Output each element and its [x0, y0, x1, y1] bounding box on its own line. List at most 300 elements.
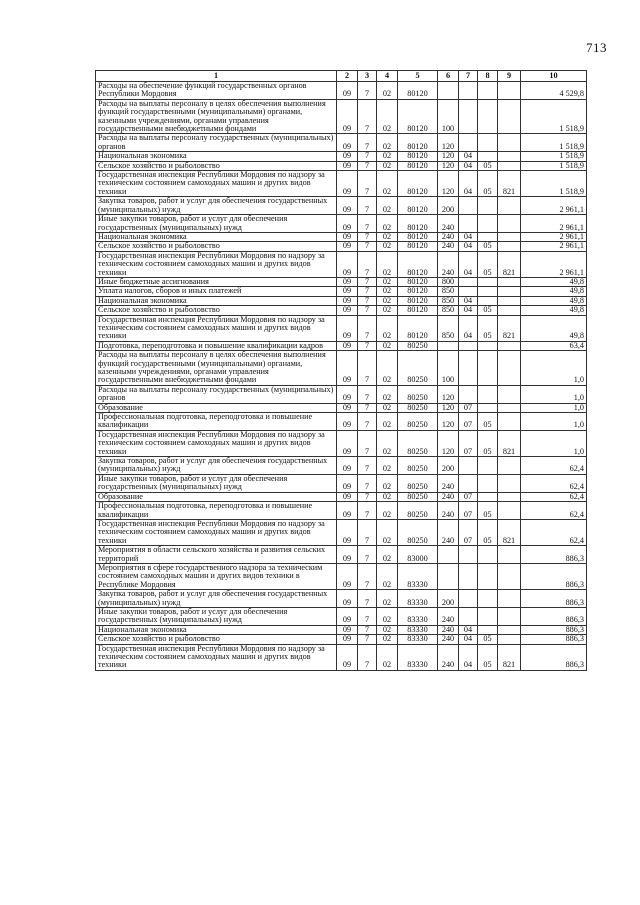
row-code-cell: 80120 — [398, 232, 438, 241]
row-code-cell: 02 — [377, 474, 398, 492]
row-code-cell: 09 — [337, 99, 358, 134]
row-code-cell: 09 — [337, 519, 358, 545]
row-sum-cell: 1,0 — [521, 430, 587, 456]
row-code-cell: 83330 — [398, 625, 438, 634]
row-code-cell: 240 — [438, 232, 459, 241]
row-name-cell: Подготовка, переподготовка и повышение квалификации кадров — [96, 341, 337, 350]
row-code-cell: 850 — [438, 296, 459, 305]
row-code-cell: 09 — [337, 474, 358, 492]
row-code-cell: 80120 — [398, 82, 438, 100]
row-code-cell: 05 — [478, 315, 498, 341]
row-code-cell: 80250 — [398, 519, 438, 545]
row-code-cell: 120 — [438, 161, 459, 170]
row-code-cell: 83330 — [398, 563, 438, 589]
row-code-cell: 02 — [377, 171, 398, 197]
row-code-cell — [459, 385, 478, 403]
row-code-cell: 850 — [438, 287, 459, 296]
row-name-cell: Расходы на выплаты персоналу государственных (муниципальных) органов — [96, 134, 337, 152]
row-code-cell: 800 — [438, 277, 459, 286]
row-code-cell: 04 — [459, 242, 478, 251]
row-code-cell: 05 — [478, 635, 498, 644]
row-code-cell: 7 — [358, 171, 377, 197]
row-code-cell: 240 — [438, 519, 459, 545]
row-code-cell: 7 — [358, 546, 377, 564]
row-code-cell — [478, 385, 498, 403]
row-code-cell: 07 — [459, 492, 478, 501]
table-row — [96, 474, 587, 492]
row-code-cell — [459, 277, 478, 286]
row-code-cell: 7 — [358, 607, 377, 625]
row-code-cell: 80120 — [398, 197, 438, 215]
row-code-cell: 821 — [498, 315, 521, 341]
row-code-cell — [478, 82, 498, 100]
row-code-cell: 80120 — [398, 296, 438, 305]
row-code-cell: 83330 — [398, 590, 438, 608]
row-code-cell — [498, 546, 521, 564]
row-code-cell: 80120 — [398, 306, 438, 315]
row-code-cell — [478, 99, 498, 134]
row-code-cell: 02 — [377, 385, 398, 403]
row-name-cell: Иные закупки товаров, работ и услуг для обеспечения государственных (муниципальных) нужд — [96, 474, 337, 492]
row-code-cell: 7 — [358, 403, 377, 412]
row-code-cell: 09 — [337, 215, 358, 233]
table-row — [96, 502, 587, 520]
row-code-cell: 02 — [377, 341, 398, 350]
row-sum-cell: 886,3 — [521, 590, 587, 608]
table-row — [96, 519, 587, 545]
row-code-cell — [498, 306, 521, 315]
row-code-cell: 02 — [377, 242, 398, 251]
table-row — [96, 277, 587, 286]
header-cell: 4 — [377, 71, 398, 82]
row-code-cell: 02 — [377, 644, 398, 670]
row-code-cell: 02 — [377, 635, 398, 644]
row-code-cell: 02 — [377, 287, 398, 296]
row-code-cell: 05 — [478, 251, 498, 277]
row-code-cell: 02 — [377, 403, 398, 412]
row-code-cell: 04 — [459, 644, 478, 670]
row-code-cell: 09 — [337, 546, 358, 564]
row-sum-cell: 1 518,9 — [521, 171, 587, 197]
row-name-cell: Государственная инспекция Республики Мордовия по надзору за техническим состоянием самоходных машин и других видов техники — [96, 251, 337, 277]
row-code-cell: 02 — [377, 152, 398, 161]
row-code-cell — [498, 152, 521, 161]
table-row — [96, 413, 587, 431]
row-code-cell: 02 — [377, 277, 398, 286]
row-code-cell: 02 — [377, 99, 398, 134]
row-code-cell: 09 — [337, 82, 358, 100]
row-code-cell: 83330 — [398, 644, 438, 670]
row-code-cell — [459, 215, 478, 233]
row-code-cell: 240 — [438, 635, 459, 644]
row-name-cell: Закупка товаров, работ и услуг для обеспечения государственных (муниципальных) нужд — [96, 590, 337, 608]
row-code-cell: 09 — [337, 306, 358, 315]
row-code-cell: 120 — [438, 430, 459, 456]
row-code-cell: 7 — [358, 82, 377, 100]
row-code-cell: 02 — [377, 251, 398, 277]
row-code-cell: 7 — [358, 152, 377, 161]
row-code-cell: 09 — [337, 287, 358, 296]
table-row — [96, 644, 587, 670]
row-code-cell — [498, 351, 521, 386]
row-code-cell: 821 — [498, 251, 521, 277]
row-code-cell — [459, 607, 478, 625]
row-code-cell — [459, 197, 478, 215]
row-code-cell: 09 — [337, 502, 358, 520]
row-code-cell — [459, 341, 478, 350]
row-code-cell — [498, 385, 521, 403]
row-name-cell: Иные бюджетные ассигнования — [96, 277, 337, 286]
row-name-cell: Национальная экономика — [96, 625, 337, 634]
row-code-cell — [498, 607, 521, 625]
row-code-cell — [498, 134, 521, 152]
row-code-cell: 09 — [337, 277, 358, 286]
row-code-cell — [438, 546, 459, 564]
row-code-cell — [438, 563, 459, 589]
row-sum-cell: 886,3 — [521, 635, 587, 644]
row-code-cell: 02 — [377, 413, 398, 431]
row-code-cell: 240 — [438, 625, 459, 634]
row-code-cell: 240 — [438, 251, 459, 277]
row-code-cell: 02 — [377, 590, 398, 608]
row-name-cell: Иные закупки товаров, работ и услуг для обеспечения государственных (муниципальных) нужд — [96, 607, 337, 625]
row-code-cell — [498, 563, 521, 589]
row-code-cell: 7 — [358, 215, 377, 233]
row-code-cell — [498, 232, 521, 241]
row-code-cell: 05 — [478, 413, 498, 431]
row-code-cell: 7 — [358, 644, 377, 670]
row-code-cell: 7 — [358, 232, 377, 241]
row-sum-cell: 1 518,9 — [521, 161, 587, 170]
row-sum-cell: 62,4 — [521, 457, 587, 475]
row-code-cell: 80120 — [398, 277, 438, 286]
row-code-cell — [478, 351, 498, 386]
row-code-cell: 7 — [358, 563, 377, 589]
row-sum-cell: 1 518,9 — [521, 134, 587, 152]
row-code-cell: 04 — [459, 625, 478, 634]
row-name-cell: Расходы на выплаты персоналу в целях обеспечения выполнения функций государственными (муниципальными) органами, казенными учреждениями, органами управления государственными внебюджетными фондами — [96, 351, 337, 386]
row-code-cell — [478, 607, 498, 625]
row-code-cell: 80120 — [398, 242, 438, 251]
table-row — [96, 403, 587, 412]
row-code-cell: 7 — [358, 296, 377, 305]
row-code-cell — [498, 457, 521, 475]
row-code-cell: 80250 — [398, 492, 438, 501]
row-code-cell: 7 — [358, 635, 377, 644]
row-code-cell: 100 — [438, 351, 459, 386]
table-row — [96, 242, 587, 251]
row-code-cell: 7 — [358, 502, 377, 520]
row-code-cell — [459, 351, 478, 386]
row-sum-cell: 2 961,1 — [521, 242, 587, 251]
row-code-cell — [498, 99, 521, 134]
row-name-cell: Сельское хозяйство и рыболовство — [96, 161, 337, 170]
row-code-cell — [459, 457, 478, 475]
row-code-cell: 850 — [438, 306, 459, 315]
row-code-cell — [498, 502, 521, 520]
row-sum-cell: 1 518,9 — [521, 152, 587, 161]
row-code-cell — [459, 82, 478, 100]
row-code-cell: 7 — [358, 385, 377, 403]
row-code-cell: 02 — [377, 607, 398, 625]
row-code-cell: 02 — [377, 430, 398, 456]
row-sum-cell: 63,4 — [521, 341, 587, 350]
row-sum-cell: 49,8 — [521, 277, 587, 286]
row-name-cell: Национальная экономика — [96, 296, 337, 305]
row-code-cell: 200 — [438, 590, 459, 608]
row-code-cell — [478, 215, 498, 233]
row-code-cell: 7 — [358, 161, 377, 170]
row-code-cell — [438, 82, 459, 100]
row-code-cell: 04 — [459, 161, 478, 170]
row-code-cell: 09 — [337, 492, 358, 501]
row-code-cell: 821 — [498, 430, 521, 456]
row-code-cell: 7 — [358, 197, 377, 215]
row-code-cell: 07 — [459, 519, 478, 545]
row-code-cell: 80120 — [398, 152, 438, 161]
row-code-cell: 80250 — [398, 474, 438, 492]
row-code-cell: 7 — [358, 625, 377, 634]
row-code-cell — [478, 403, 498, 412]
row-code-cell: 240 — [438, 502, 459, 520]
row-code-cell: 05 — [478, 171, 498, 197]
row-code-cell — [498, 403, 521, 412]
row-code-cell: 80120 — [398, 315, 438, 341]
header-cell: 9 — [498, 71, 521, 82]
row-name-cell: Мероприятия в сфере государственного надзора за техническим состоянием самоходных машин и других видов техники в Республике Мордовия — [96, 563, 337, 589]
row-code-cell — [498, 474, 521, 492]
row-code-cell: 240 — [438, 644, 459, 670]
row-code-cell: 7 — [358, 413, 377, 431]
row-code-cell: 09 — [337, 351, 358, 386]
row-sum-cell: 62,4 — [521, 502, 587, 520]
row-code-cell: 240 — [438, 215, 459, 233]
row-code-cell: 04 — [459, 152, 478, 161]
row-code-cell: 7 — [358, 306, 377, 315]
row-code-cell: 07 — [459, 502, 478, 520]
row-code-cell: 120 — [438, 134, 459, 152]
row-code-cell — [459, 474, 478, 492]
row-code-cell: 7 — [358, 430, 377, 456]
row-code-cell: 120 — [438, 152, 459, 161]
table-row — [96, 134, 587, 152]
header-cell: 6 — [438, 71, 459, 82]
row-code-cell: 09 — [337, 171, 358, 197]
header-cell: 2 — [337, 71, 358, 82]
row-code-cell: 80120 — [398, 99, 438, 134]
row-code-cell — [478, 341, 498, 350]
row-sum-cell: 1,0 — [521, 385, 587, 403]
row-code-cell: 80120 — [398, 161, 438, 170]
row-code-cell: 04 — [459, 171, 478, 197]
row-code-cell — [478, 492, 498, 501]
row-code-cell — [438, 341, 459, 350]
row-name-cell: Профессиональная подготовка, переподготовка и повышение квалификации — [96, 413, 337, 431]
row-sum-cell: 2 961,1 — [521, 251, 587, 277]
table-row — [96, 385, 587, 403]
row-code-cell: 7 — [358, 242, 377, 251]
row-sum-cell: 886,3 — [521, 644, 587, 670]
row-code-cell: 02 — [377, 351, 398, 386]
row-code-cell: 240 — [438, 492, 459, 501]
row-code-cell: 09 — [337, 607, 358, 625]
row-code-cell: 09 — [337, 232, 358, 241]
table-row — [96, 635, 587, 644]
row-code-cell: 80250 — [398, 430, 438, 456]
row-code-cell: 100 — [438, 99, 459, 134]
row-sum-cell: 62,4 — [521, 474, 587, 492]
row-name-cell: Расходы на выплаты персоналу в целях обеспечения выполнения функций государственными (муниципальными) органами, казенными учреждениями, органами управления государственными внебюджетными фондами — [96, 99, 337, 134]
row-code-cell: 02 — [377, 134, 398, 152]
row-code-cell: 7 — [358, 134, 377, 152]
row-code-cell: 200 — [438, 457, 459, 475]
row-code-cell: 04 — [459, 635, 478, 644]
row-code-cell: 04 — [459, 306, 478, 315]
row-code-cell — [498, 215, 521, 233]
row-code-cell: 09 — [337, 197, 358, 215]
row-code-cell — [498, 492, 521, 501]
row-code-cell: 07 — [459, 430, 478, 456]
table-row — [96, 457, 587, 475]
row-code-cell — [459, 563, 478, 589]
row-code-cell — [498, 590, 521, 608]
row-code-cell — [498, 635, 521, 644]
row-code-cell: 7 — [358, 99, 377, 134]
row-code-cell: 7 — [358, 341, 377, 350]
table-row — [96, 430, 587, 456]
row-code-cell: 80250 — [398, 351, 438, 386]
row-sum-cell: 49,8 — [521, 306, 587, 315]
row-code-cell — [498, 161, 521, 170]
row-code-cell: 83330 — [398, 635, 438, 644]
row-code-cell — [478, 152, 498, 161]
row-code-cell: 09 — [337, 134, 358, 152]
row-code-cell — [478, 590, 498, 608]
row-code-cell: 09 — [337, 430, 358, 456]
row-code-cell — [478, 625, 498, 634]
row-code-cell — [478, 563, 498, 589]
row-sum-cell: 1,0 — [521, 413, 587, 431]
row-code-cell: 09 — [337, 315, 358, 341]
row-code-cell: 02 — [377, 161, 398, 170]
row-code-cell: 09 — [337, 590, 358, 608]
table-row — [96, 232, 587, 241]
row-code-cell: 05 — [478, 161, 498, 170]
row-code-cell — [498, 625, 521, 634]
row-name-cell: Закупка товаров, работ и услуг для обеспечения государственных (муниципальных) нужд — [96, 197, 337, 215]
row-code-cell: 09 — [337, 403, 358, 412]
table-row — [96, 351, 587, 386]
row-name-cell: Мероприятия в области сельского хозяйства и развития сельских территорий — [96, 546, 337, 564]
row-code-cell: 09 — [337, 161, 358, 170]
row-code-cell: 02 — [377, 519, 398, 545]
row-code-cell — [478, 197, 498, 215]
row-code-cell: 09 — [337, 457, 358, 475]
row-code-cell: 7 — [358, 474, 377, 492]
row-code-cell: 02 — [377, 563, 398, 589]
row-code-cell: 7 — [358, 457, 377, 475]
row-name-cell: Государственная инспекция Республики Мордовия по надзору за техническим состоянием самоходных машин и других видов техники — [96, 171, 337, 197]
row-sum-cell: 49,8 — [521, 296, 587, 305]
row-code-cell: 83000 — [398, 546, 438, 564]
table-row — [96, 563, 587, 589]
row-code-cell: 02 — [377, 215, 398, 233]
row-code-cell: 05 — [478, 306, 498, 315]
row-code-cell: 09 — [337, 152, 358, 161]
header-cell: 3 — [358, 71, 377, 82]
row-code-cell: 7 — [358, 251, 377, 277]
row-name-cell: Государственная инспекция Республики Мордовия по надзору за техническим состоянием самоходных машин и других видов техники — [96, 644, 337, 670]
table-row — [96, 99, 587, 134]
row-code-cell: 80250 — [398, 457, 438, 475]
header-cell: 10 — [521, 71, 587, 82]
table-row — [96, 492, 587, 501]
row-code-cell: 02 — [377, 232, 398, 241]
table-row — [96, 152, 587, 161]
row-name-cell: Государственная инспекция Республики Мордовия по надзору за техническим состоянием самоходных машин и других видов техники — [96, 315, 337, 341]
row-code-cell: 09 — [337, 251, 358, 277]
row-code-cell: 240 — [438, 607, 459, 625]
row-name-cell: Сельское хозяйство и рыболовство — [96, 635, 337, 644]
table-row — [96, 546, 587, 564]
row-name-cell: Расходы на обеспечение функций государственных органов Республики Мордовия — [96, 82, 337, 100]
row-code-cell — [459, 546, 478, 564]
row-code-cell: 04 — [459, 315, 478, 341]
row-code-cell — [498, 413, 521, 431]
row-sum-cell: 2 961,1 — [521, 232, 587, 241]
row-code-cell — [459, 287, 478, 296]
row-code-cell: 83330 — [398, 607, 438, 625]
row-code-cell: 09 — [337, 625, 358, 634]
table-row — [96, 171, 587, 197]
row-code-cell: 80120 — [398, 215, 438, 233]
row-code-cell: 80250 — [398, 385, 438, 403]
row-code-cell: 120 — [438, 171, 459, 197]
row-sum-cell: 1,0 — [521, 403, 587, 412]
row-code-cell — [498, 242, 521, 251]
table-row — [96, 82, 587, 100]
row-name-cell: Иные закупки товаров, работ и услуг для обеспечения государственных (муниципальных) нужд — [96, 215, 337, 233]
row-code-cell: 07 — [459, 413, 478, 431]
row-code-cell: 09 — [337, 644, 358, 670]
row-code-cell: 02 — [377, 197, 398, 215]
row-name-cell: Уплата налогов, сборов и иных платежей — [96, 287, 337, 296]
table-row — [96, 306, 587, 315]
row-code-cell — [498, 277, 521, 286]
row-code-cell — [478, 457, 498, 475]
row-code-cell: 80120 — [398, 287, 438, 296]
row-name-cell: Государственная инспекция Республики Мордовия по надзору за техническим состоянием самоходных машин и других видов техники — [96, 430, 337, 456]
row-code-cell: 04 — [459, 296, 478, 305]
row-code-cell: 80250 — [398, 341, 438, 350]
row-code-cell: 80250 — [398, 403, 438, 412]
row-code-cell: 05 — [478, 502, 498, 520]
row-code-cell: 05 — [478, 519, 498, 545]
row-code-cell: 120 — [438, 385, 459, 403]
row-code-cell: 120 — [438, 403, 459, 412]
row-sum-cell: 886,3 — [521, 607, 587, 625]
row-sum-cell: 49,8 — [521, 287, 587, 296]
row-code-cell — [478, 287, 498, 296]
row-code-cell: 80250 — [398, 502, 438, 520]
row-code-cell — [478, 474, 498, 492]
table-header-row — [96, 71, 587, 82]
row-code-cell: 240 — [438, 242, 459, 251]
page-number: 713 — [586, 40, 607, 55]
row-code-cell — [478, 296, 498, 305]
row-code-cell: 821 — [498, 644, 521, 670]
row-sum-cell: 886,3 — [521, 546, 587, 564]
